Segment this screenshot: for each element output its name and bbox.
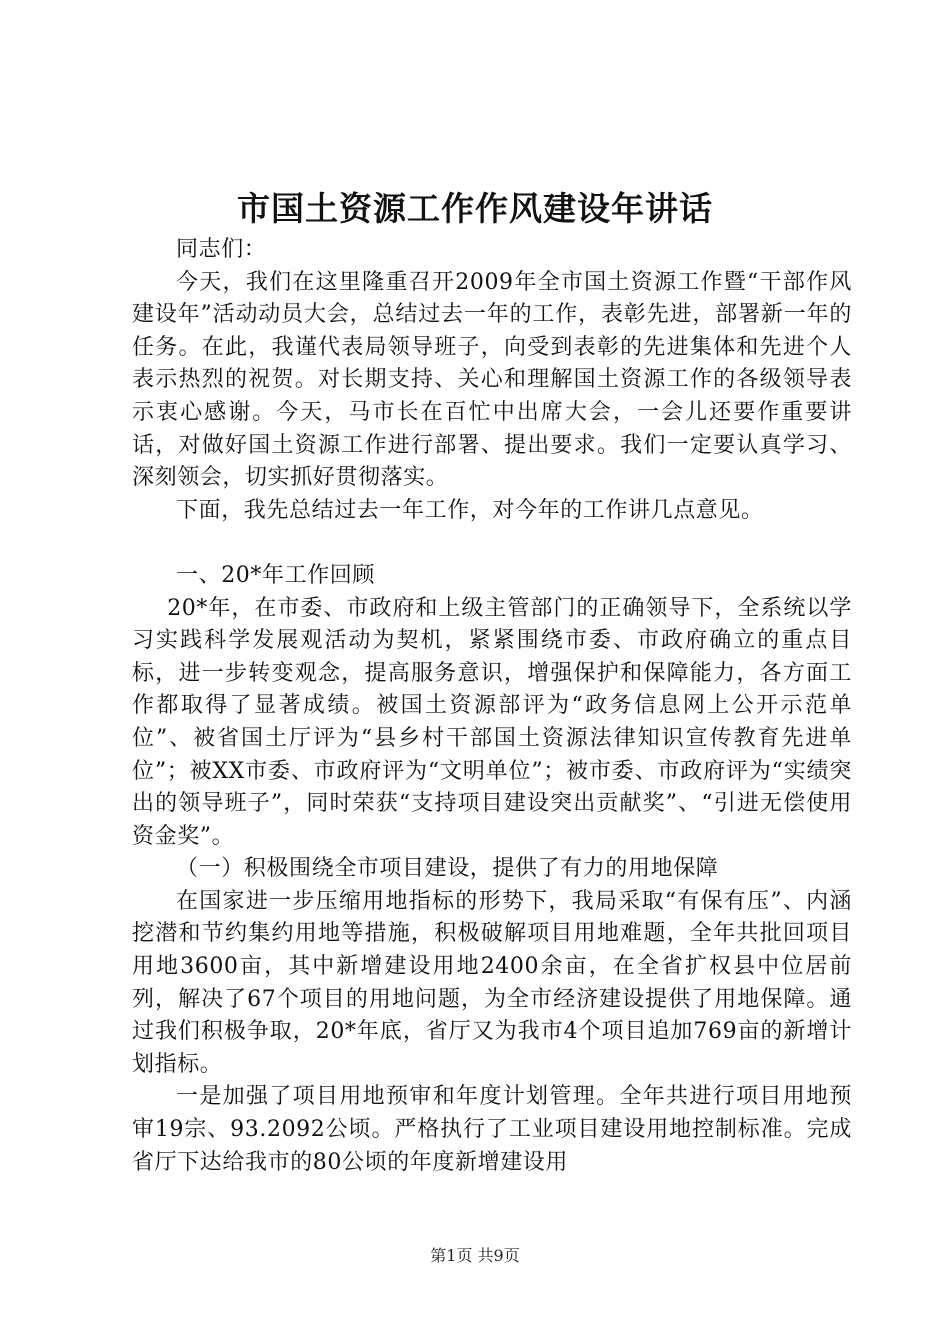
paragraph-opening: 今天，我们在这里隆重召开2009年全市国土资源工作暨“干部作风建设年”活动动员大会，总结过去一年的工作，表彰先进，部署新一年的任务。在此，我谨代表局领导班子，向受到表彰的先进集体和先进个人表示热烈的祝贺。对长期支持、关心和理解国土资源工作的各级领导表示衷心感谢。今天，马市长在百忙中出席大会，一会儿还要作重要讲话，对做好国土资源工作进行部署、提出要求。我们一定要认真学习、深刻领会，切实抓好贯彻落实。	[132, 269, 852, 491]
salutation: 同志们：	[176, 237, 267, 262]
page-footer: 第1页 共9页	[430, 1246, 520, 1265]
paragraph-pre-approval: 一是加强了项目用地预审和年度计划管理。全年共进行项目用地预审19宗、93.2092公顷。严格执行了工业项目建设用地控制标准。完成省厅下达给我市的80公顷的年度新增建设用	[132, 1084, 852, 1175]
section-heading-1: 一、20*年工作回顾	[176, 562, 375, 588]
paragraph-land-supply: 在国家进一步压缩用地指标的形势下，我局采取“有保有压”、内涵挖潜和节约集约用地等措施，积极破解项目用地难题，全年共批回项目用地3600亩，其中新增建设用地2400余亩，在全省扩权县中位居前列，解决了67个项目的用地问题，为全市经济建设提供了用地保障。通过我们积极争取，20*年底，省厅又为我市4个项目追加769亩的新增计划指标。	[132, 888, 852, 1077]
subsection-heading-1: （一）积极围绕全市项目建设，提供了有力的用地保障	[176, 856, 719, 882]
document-title: 市国土资源工作作风建设年讲话	[237, 189, 713, 228]
paragraph-transition: 下面，我先总结过去一年工作，对今年的工作讲几点意见。	[176, 497, 764, 523]
blank-line	[132, 527, 852, 560]
document-body	[132, 234, 852, 1179]
paragraph-review: 20*年，在市委、市政府和上级主管部门的正确领导下，全系统以学习实践科学发展观活动为契机，紧紧围绕市委、市政府确立的重点目标，进一步转变观念，提高服务意识，增强保护和保障能力，各方面工作都取得了显著成绩。被国土资源部评为“政务信息网上公开示范单位”、被省国土厅评为“县乡村干部国土资源法律知识宣传教育先进单位”；被XX市委、市政府评为“文明单位”；被市委、市政府评为“实绩突出的领导班子”，同时荣获“支持项目建设突出贡献奖”、“引进无偿使用资金奖”。	[132, 595, 852, 849]
